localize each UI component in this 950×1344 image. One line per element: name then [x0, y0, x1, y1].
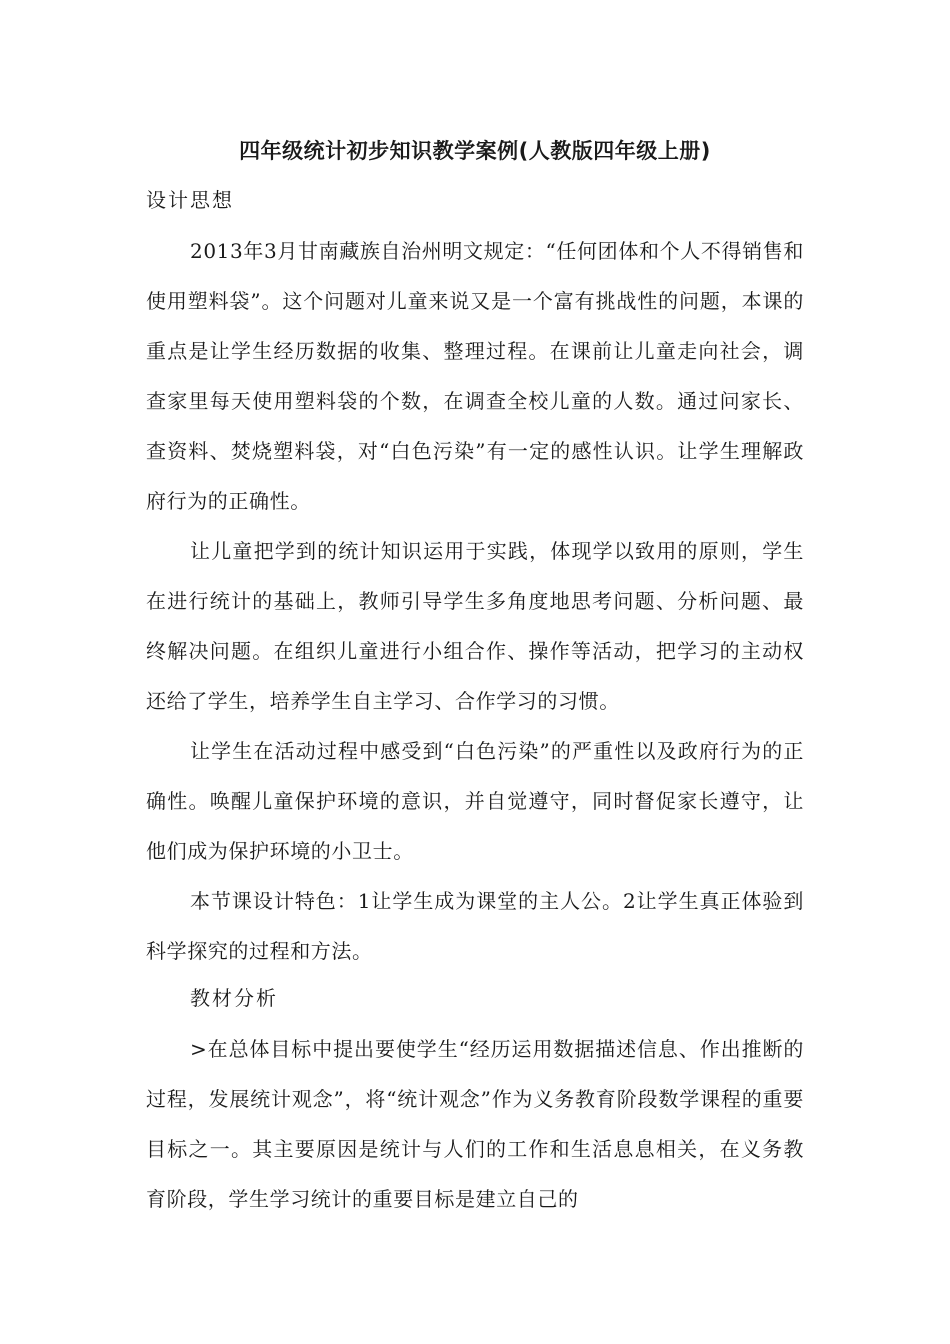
paragraph-regulation: 2013年3月甘南藏族自治州明文规定：“任何团体和个人不得销售和使用塑料袋”。这个问题对儿童来说又是一个富有挑战性的问题，本课的重点是让学生经历数据的收集、整理过程。在课前让儿童走向社会，调查家里每天使用塑料袋的个数，在调查全校儿童的人数。通过问家长、查资料、焚烧塑料袋，对“白色污染”有一定的感性认识。让学生理解政府行为的正确性。 — [146, 239, 804, 513]
paragraph-statistics-goal: >在总体目标中提出要使学生“经历运用数据描述信息、作出推断的过程，发展统计观念”，将“统计观念”作为义务教育阶段数学课程的重要目标之一。其主要原因是统计与人们的工作和生活息息相关，在义务教育阶段，学生学习统计的重要目标是建立自己的 — [146, 1037, 804, 1211]
paragraph-practice: 让儿童把学到的统计知识运用于实践，体现学以致用的原则，学生在进行统计的基础上，教师引导学生多角度地思考问题、分析问题、最终解决问题。在组织儿童进行小组合作、操作等活动，把学习的主动权还给了学生，培养学生自主学习、合作学习的习惯。 — [146, 539, 804, 713]
document-title: 四年级统计初步知识教学案例(人教版四年级上册) — [239, 139, 711, 163]
paragraph-design-features: 本节课设计特色：1让学生成为课堂的主人公。2让学生真正体验到科学探究的过程和方法。 — [146, 889, 804, 963]
paragraph-white-pollution: 让学生在活动过程中感受到“白色污染”的严重性以及政府行为的正确性。唤醒儿童保护环境的意识，并自觉遵守，同时督促家长遵守，让他们成为保护环境的小卫士。 — [146, 739, 804, 863]
section-heading-textbook-analysis: 教材分析 — [190, 986, 278, 1010]
section-heading-design-idea: 设计思想 — [146, 188, 234, 212]
